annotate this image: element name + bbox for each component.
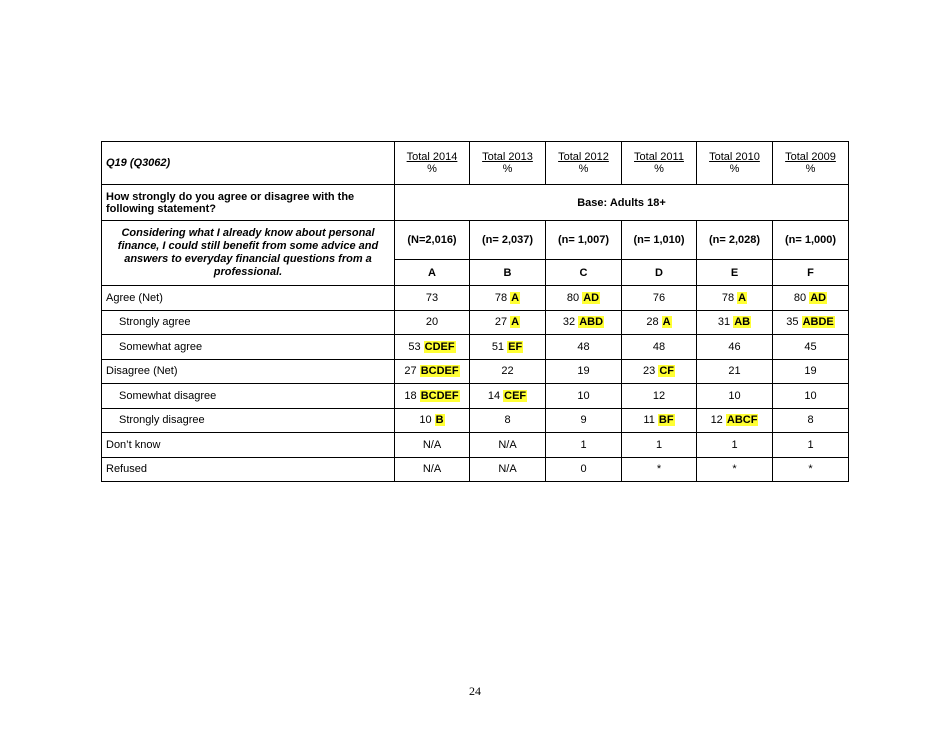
significance-marker: BF [658,414,674,427]
column-header: Total 2009 % [773,142,849,185]
column-letter: A [395,260,470,286]
cell-value: 1 [807,438,814,451]
cell-value: N/A [498,438,517,451]
data-cell [622,384,697,409]
significance-marker: BCDEF [420,365,459,378]
table-row [102,457,849,482]
data-cell [622,335,697,360]
column-letter: D [622,260,697,286]
significance-marker: AB [734,316,751,329]
data-cell [697,457,773,482]
cell-value: 19 [577,365,590,378]
data-cell [546,433,622,458]
data-cell [622,286,697,311]
significance-marker: ABCF [726,414,758,427]
data-cell [697,408,773,433]
data-cell [546,335,622,360]
table-row [102,408,849,433]
data-cell [697,335,773,360]
data-cell [470,335,546,360]
cell-value: 14 [487,389,501,402]
cell-value: 8 [504,414,511,427]
significance-marker: B [435,414,444,427]
data-cell [773,384,849,409]
data-cell [470,286,546,311]
data-cell [773,457,849,482]
significance-marker: CF [659,365,674,378]
row-label: Agree (Net) [102,286,395,311]
data-cell [622,433,697,458]
significance-marker: AD [583,291,600,304]
row-label: Somewhat agree [102,335,395,360]
data-cell [470,310,546,335]
data-cell [470,359,546,384]
cell-value: 18 [404,389,417,402]
column-letter: C [546,260,622,286]
cell-value: 27 [404,365,417,378]
data-cell [546,384,622,409]
cell-value: 12 [652,389,666,402]
data-cell [470,384,546,409]
row-label: Strongly agree [102,310,395,335]
significance-marker: A [511,316,520,329]
cell-value: N/A [498,463,517,476]
cell-value: 10 [419,414,432,427]
column-letter: E [697,260,773,286]
cell-value: * [732,463,737,476]
table-row [102,335,849,360]
data-cell [546,286,622,311]
cell-value: 27 [494,316,508,329]
cell-value: 12 [710,414,723,427]
column-header: Total 2011 % [622,142,697,185]
data-cell [622,359,697,384]
cell-value: 8 [807,414,814,427]
table-row [102,286,849,311]
data-cell [470,433,546,458]
cell-value: 31 [717,316,731,329]
significance-marker: A [511,291,520,304]
data-cell [470,408,546,433]
cell-value: 1 [580,438,587,451]
base-label: Base: Adults 18+ [395,185,849,221]
cell-value: 80 [566,291,580,304]
data-cell [470,457,546,482]
data-cell [395,433,470,458]
data-cell [773,359,849,384]
data-cell [697,310,773,335]
data-cell [773,286,849,311]
significance-marker: BCDEF [420,389,459,402]
column-letter: B [470,260,546,286]
data-cell [395,384,470,409]
table-row [102,310,849,335]
data-cell [622,408,697,433]
cell-value: 78 [494,291,508,304]
row-label: Refused [102,457,395,482]
significance-marker: A [662,316,671,329]
data-cell [773,433,849,458]
cell-value: 23 [643,365,656,378]
cell-value: 1 [731,438,738,451]
data-cell [546,457,622,482]
data-cell [773,310,849,335]
column-header: Total 2013 % [470,142,546,185]
column-header: Total 2010 % [697,142,773,185]
cell-value: 19 [804,365,817,378]
data-cell [395,359,470,384]
row-label: Somewhat disagree [102,384,395,409]
cell-value: 10 [728,389,741,402]
page-number: 24 [469,684,481,698]
question-row [102,185,849,221]
cell-value: 48 [577,340,590,353]
sample-size: (n= 1,000) [773,221,849,260]
data-cell [395,335,470,360]
column-header-row [102,142,849,185]
significance-marker: CEF [504,389,527,402]
question-id: Q19 (Q3062) [102,142,395,185]
data-cell [395,310,470,335]
cell-value: N/A [422,463,442,476]
data-cell [395,286,470,311]
data-cell [697,286,773,311]
column-letter: F [773,260,849,286]
cell-value: 28 [646,316,659,329]
cell-value: 21 [728,365,741,378]
data-cell [395,408,470,433]
sample-size: (N=2,016) [395,221,470,260]
table-row [102,433,849,458]
cell-value: 10 [804,389,817,402]
cell-value: 32 [562,316,576,329]
cell-value: 1 [655,438,663,451]
sample-size: (n= 1,010) [622,221,697,260]
cell-value: 78 [721,291,735,304]
cell-value: 45 [804,340,817,353]
cell-value: 80 [793,291,807,304]
data-cell [773,335,849,360]
table-row [102,384,849,409]
table-row [102,359,849,384]
data-cell [546,359,622,384]
sample-size-row [102,221,849,260]
row-label: Don’t know [102,433,395,458]
cell-value: 48 [652,340,666,353]
data-cell [697,359,773,384]
column-header: Total 2014 % [395,142,470,185]
data-cell [773,408,849,433]
sample-size: (n= 2,028) [697,221,773,260]
cell-value: 76 [652,291,666,304]
cell-value: 22 [501,365,514,378]
cell-value: 20 [425,316,439,329]
cell-value: * [808,463,813,476]
significance-marker: CDEF [424,340,455,353]
significance-marker: ABDE [802,316,834,329]
cell-value: * [656,463,662,476]
sample-size: (n= 1,007) [546,221,622,260]
cell-value: 0 [580,463,587,476]
significance-marker: ABD [579,316,604,329]
cell-value: 51 [491,340,505,353]
significance-marker: A [738,291,747,304]
cell-value: 10 [577,389,590,402]
column-header: Total 2012 % [546,142,622,185]
cell-value: 11 [643,414,655,427]
data-cell [546,408,622,433]
cell-value: N/A [422,438,442,451]
data-cell [395,457,470,482]
data-cell [622,457,697,482]
sample-size: (n= 2,037) [470,221,546,260]
data-cell [697,433,773,458]
cell-value: 9 [580,414,587,427]
statement-text: Considering what I already know about personal finance, I could still benefit from some advice and answers to everyday financial questions from a professional. [102,221,395,286]
cell-value: 53 [408,340,421,353]
row-label: Strongly disagree [102,408,395,433]
data-cell [697,384,773,409]
significance-marker: AD [810,291,827,304]
row-label: Disagree (Net) [102,359,395,384]
cell-value: 35 [786,316,799,329]
significance-marker: EF [508,340,523,353]
data-cell [546,310,622,335]
results-table [101,141,849,482]
question-text: How strongly do you agree or disagree with the following statement? [102,185,395,221]
cell-value: 46 [728,340,741,353]
cell-value: 73 [425,291,439,304]
data-cell [622,310,697,335]
